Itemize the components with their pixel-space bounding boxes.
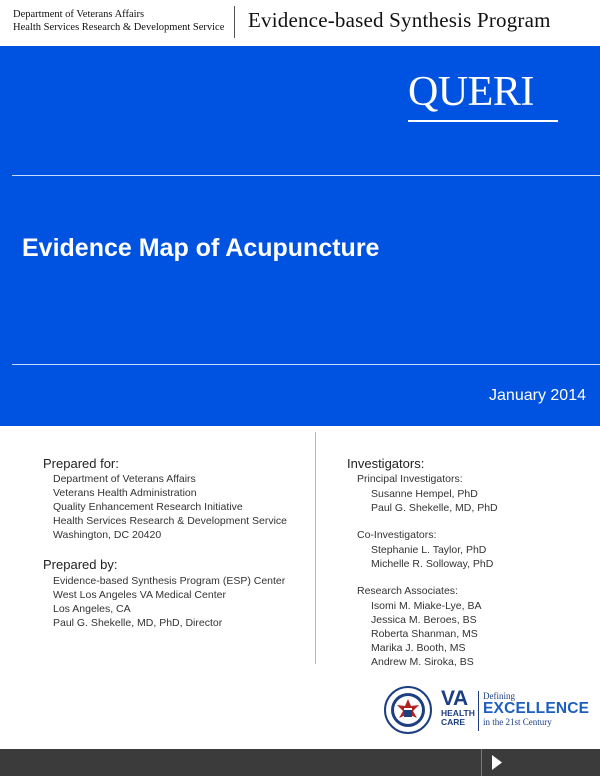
- column-divider: [315, 432, 316, 664]
- report-title: Evidence Map of Acupuncture: [22, 234, 380, 262]
- va-care-text: CARE: [441, 717, 466, 727]
- queri-logo: QUERI: [408, 69, 534, 115]
- program-name: Evidence-based Synthesis Program: [248, 8, 551, 32]
- list-item: Quality Enhancement Research Initiative: [53, 501, 243, 513]
- triangle-right-icon: [492, 755, 502, 770]
- page-footer: [0, 749, 600, 776]
- list-item: Andrew M. Siroka, BS: [371, 656, 474, 668]
- va-seal-icon: [384, 686, 432, 734]
- department-line-2: Health Services Research & Development Service: [13, 22, 225, 33]
- co-investigators-list: [371, 543, 493, 571]
- list-item: Jessica M. Beroes, BS: [371, 614, 477, 626]
- excellence-text: EXCELLENCE: [483, 700, 590, 717]
- next-page-button[interactable]: [486, 749, 506, 776]
- cover-banner: [0, 46, 600, 426]
- list-item: Veterans Health Administration: [53, 487, 197, 499]
- list-item: Roberta Shanman, MS: [371, 628, 478, 640]
- century-text: in the 21st Century: [483, 717, 552, 727]
- list-item: Isomi M. Miake-Lye, BA: [371, 600, 482, 612]
- list-item: Washington, DC 20420: [53, 529, 162, 541]
- logo-divider: [478, 691, 479, 731]
- list-item: Department of Veterans Affairs: [53, 473, 196, 485]
- list-item: Stephanie L. Taylor, PhD: [371, 544, 487, 556]
- list-item: Susanne Hempel, PhD: [371, 488, 478, 500]
- va-logo-text: VA: [441, 687, 468, 710]
- cover-rule-top: [12, 175, 600, 176]
- co-investigators-label: Co-Investigators:: [357, 529, 437, 541]
- research-associates-list: [371, 599, 481, 669]
- list-item: Marika J. Booth, MS: [371, 642, 466, 654]
- research-associates-label: Research Associates:: [357, 585, 458, 597]
- defining-excellence-logo: [483, 691, 589, 727]
- list-item: Michelle R. Solloway, PhD: [371, 558, 494, 570]
- va-health-text: HEALTH: [441, 708, 475, 718]
- department-name: [13, 8, 224, 34]
- report-date: January 2014: [489, 387, 586, 404]
- department-line-1: Department of Veterans Affairs: [13, 9, 145, 20]
- list-item: Health Services Research & Development Service: [53, 515, 288, 527]
- footer-separator: [481, 749, 482, 776]
- investigators-heading: Investigators:: [347, 456, 425, 471]
- defining-text: Defining: [483, 691, 515, 701]
- list-item: Los Angeles, CA: [53, 603, 131, 615]
- queri-logo-underline: [408, 120, 558, 122]
- va-health-care-logo: [441, 689, 475, 727]
- list-item: Paul G. Shekelle, MD, PhD: [371, 502, 498, 514]
- prepared-by-heading: Prepared by:: [43, 557, 118, 572]
- prepared-by-list: [53, 574, 285, 630]
- prepared-for-heading: Prepared for:: [43, 456, 119, 471]
- list-item: West Los Angeles VA Medical Center: [53, 589, 226, 601]
- list-item: Paul G. Shekelle, MD, PhD, Director: [53, 617, 223, 629]
- principal-investigators-list: [371, 487, 498, 515]
- prepared-for-list: [53, 472, 287, 542]
- cover-rule-bottom: [12, 364, 600, 365]
- page-header: [0, 0, 600, 46]
- principal-investigators-label: Principal Investigators:: [357, 473, 463, 485]
- header-divider: [234, 6, 235, 38]
- list-item: Evidence-based Synthesis Program (ESP) Center: [53, 575, 286, 587]
